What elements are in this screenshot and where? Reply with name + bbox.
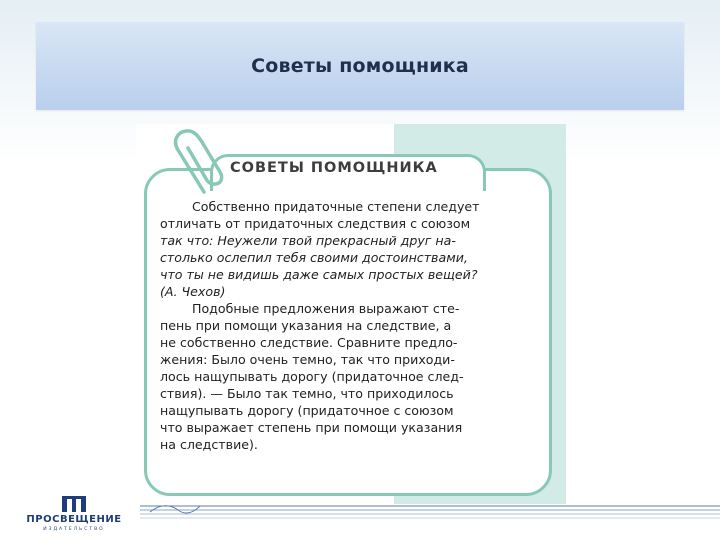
text-line: Собственно придаточные степени следует bbox=[192, 199, 480, 214]
text-line: что ты не видишь даже самых простых вещей? bbox=[160, 267, 478, 282]
text-line: лось нащупывать дорогу (придаточное след- bbox=[160, 369, 464, 384]
advice-card-body bbox=[160, 198, 546, 453]
publisher-logo-icon bbox=[12, 494, 136, 532]
text-line: так что: Неужели твой прекрасный друг на- bbox=[160, 233, 456, 248]
footer bbox=[0, 486, 720, 540]
text-line: что выражает степень при помощи указания bbox=[160, 420, 463, 435]
text-line: нащупывать дорогу (придаточное с союзом bbox=[160, 403, 454, 418]
logo-subtext: ИЗДАТЕЛЬСТВО bbox=[43, 527, 105, 532]
text-line: Подобные предложения выражают сте- bbox=[192, 301, 460, 316]
text-line: (А. Чехов) bbox=[160, 284, 226, 299]
text-line: ствия). — Было так темно, что приходилось bbox=[160, 386, 454, 401]
text-line: отличать от придаточных следствия с союзом bbox=[160, 216, 471, 231]
text-line: жения: Было очень темно, так что приходи- bbox=[160, 352, 455, 367]
text-line: на следствие). bbox=[160, 437, 258, 452]
logo-text: ПРОСВЕЩЕНИЕ bbox=[26, 514, 122, 525]
paperclip-icon bbox=[166, 128, 226, 198]
advice-card-title: СОВЕТЫ ПОМОЩНИКА bbox=[230, 160, 438, 176]
slide-title: Советы помощника bbox=[251, 55, 469, 77]
text-line: пень при помощи указания на следствие, а bbox=[160, 318, 452, 333]
text-line: столько ослепил тебя своими достоинствами, bbox=[160, 250, 468, 265]
textbook-image bbox=[136, 124, 566, 504]
text-line: не собственно следствие. Сравните предло- bbox=[160, 335, 458, 350]
